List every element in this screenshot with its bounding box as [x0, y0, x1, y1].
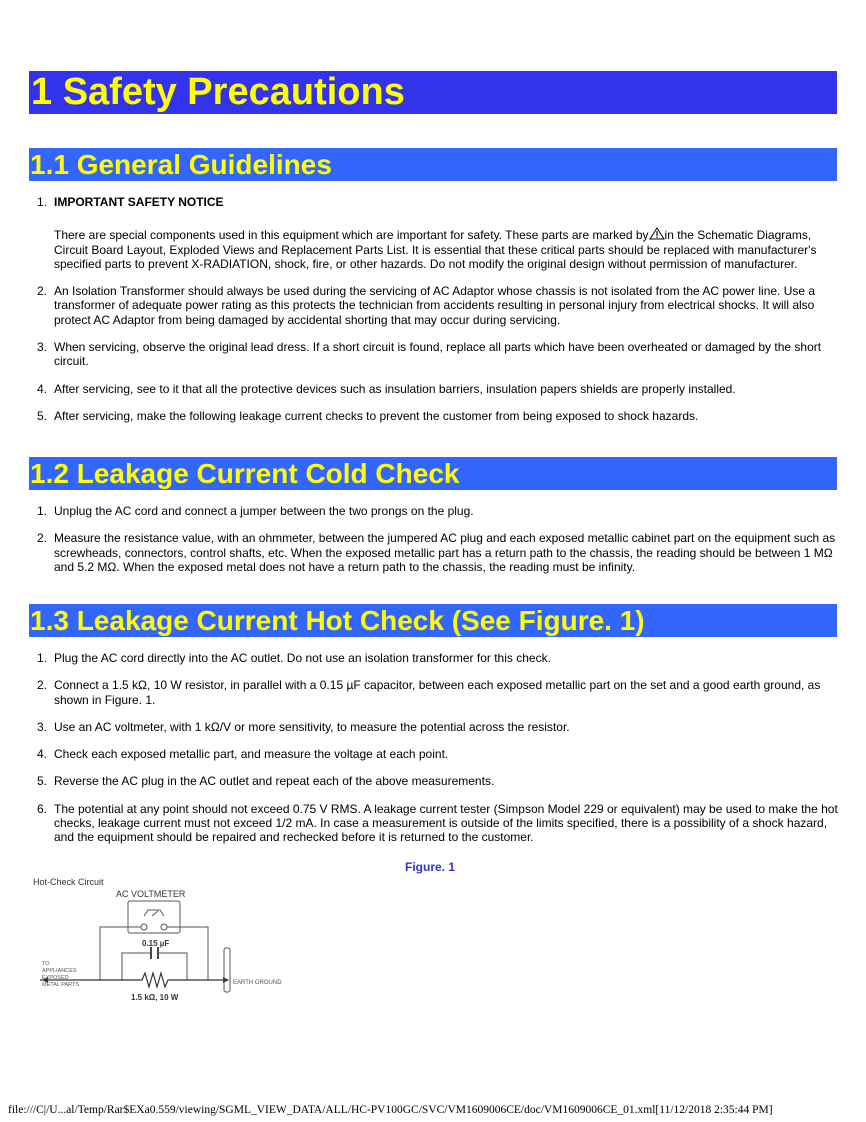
- section-heading-cold-check: 1.2 Leakage Current Cold Check: [29, 457, 837, 490]
- warning-triangle-icon: [649, 227, 665, 240]
- voltmeter-needle: [152, 911, 158, 916]
- list-item: 1. Unplug the AC cord and connect a jumper between the two prongs on the plug.: [37, 504, 474, 518]
- capacitor-label: 0.15 µF: [142, 939, 170, 948]
- appliance-label-line: TO: [42, 961, 50, 967]
- section-heading-general-guidelines: 1.1 General Guidelines: [29, 148, 837, 181]
- list-item: 5. Reverse the AC plug in the AC outlet and repeat each of the above measurements.: [37, 774, 495, 789]
- list-item: 1. IMPORTANT SAFETY NOTICE There are special components used in this equipment which are important for safety. These parts are marked by in the Schematic Diagrams, Circuit Board Layout, Exploded Views and Replacement Parts List. It is essential that these critical parts should be replaced with manufacturer's specified parts to prevent X-RADIATION, shock, fire, or other hazards. Do not modify the original design without permission of manufacturer.: [54, 195, 840, 271]
- resistor-label: 1.5 kΩ, 10 W: [131, 993, 179, 1002]
- hot-check-circuit-diagram: [30, 872, 300, 1012]
- capacitor-wire-left: [122, 953, 151, 960]
- list-item: 2. Measure the resistance value, with an ohmmeter, between the jumpered AC plug and each exposed metallic cabinet part on the equipment such as screwheads, connectors, control shafts, etc. When the exposed metallic part has a return path to the chassis, the reading should be between 1 MΩ and 5.2 MΩ. When the exposed metal does not have a return path to the chassis, the reading must be infinity.: [37, 531, 836, 574]
- voltmeter-terminal-left: [141, 924, 147, 930]
- voltmeter-box: [128, 901, 180, 933]
- safety-notice-text: There are special components used in this equipment which are important for safety. These parts are marked by in the Schematic Diagrams, Circuit Board Layout, Exploded Views and Replacement Parts List. It is essential that these critical parts should be replaced with manufacturer's specified parts to prevent X-RADIATION, shock, fire, or other hazards. Do not modify the original design without permission of manufacturer.: [54, 228, 817, 271]
- earth-ground-label: EARTH GROUND: [233, 980, 282, 986]
- figure-caption: Figure. 1: [405, 860, 456, 874]
- general-guidelines-list: [0, 195, 840, 436]
- list-item: 1. Plug the AC cord directly into the AC outlet. Do not use an isolation transformer for this check.: [37, 651, 551, 665]
- earth-ground-rod: [224, 948, 230, 992]
- appliance-label-line: EXPOSED: [42, 975, 69, 981]
- list-item: 2. Connect a 1.5 kΩ, 10 W resistor, in parallel with a 0.15 µF capacitor, between each exposed metallic part on the set and a good earth ground, as shown in Figure. 1.: [37, 678, 821, 707]
- list-item: 3. Use an AC voltmeter, with 1 kΩ/V or more sensitivity, to measure the potential across the resistor.: [37, 719, 570, 734]
- cold-check-list: [0, 504, 840, 587]
- hot-check-list: [0, 651, 840, 858]
- file-path-footer: file:///C|/U...al/Temp/Rar$EXa0.559/viewing/SGML_VIEW_DATA/ALL/HC-PV100GC/SVC/VM1609006CE/doc/VM1609006CE_01.xml[11/12/2018 2:35:44 PM]: [8, 1104, 773, 1116]
- voltmeter-dial: [144, 910, 164, 916]
- list-item: 2. An Isolation Transformer should always be used during the servicing of AC Adaptor whose chassis is not isolated from the AC power line. Use a transformer of adequate power rating as this protects the technician from accidents resulting in personal injury from electrical shocks. It will also protect AC Adaptor from being damaged by accidental shorting that may occur during servicing.: [37, 284, 816, 327]
- section-heading-hot-check: 1.3 Leakage Current Hot Check (See Figure. 1): [29, 604, 837, 637]
- list-item: 3. When servicing, observe the original lead dress. If a short circuit is found, replace all parts which have been overheated or damaged by the short circuit.: [37, 340, 822, 369]
- appliance-label-line: APPLIANCES: [42, 968, 77, 974]
- list-item: 6. The potential at any point should not exceed 0.75 V RMS. A leakage current tester (Simpson Model 229 or equivalent) may be used to make the hot checks, leakage current must not exceed 1/2 mA. In case a measurement is outside of the limits specified, there is a possibility of a shock hazard, and the equipment should be repaired and rechecked before it is returned to the customer.: [37, 801, 838, 845]
- important-safety-notice-title: IMPORTANT SAFETY NOTICE: [54, 195, 224, 209]
- list-item: 4. After servicing, see to it that all the protective devices such as insulation barriers, insulation papers shields are properly installed.: [37, 381, 736, 396]
- list-item: 5. After servicing, make the following leakage current checks to prevent the customer from being exposed to shock hazards.: [37, 408, 699, 423]
- voltmeter-label: AC VOLTMETER: [116, 889, 186, 899]
- list-item: 4. Check each exposed metallic part, and measure the voltage at each point.: [37, 747, 449, 762]
- appliance-label-line: METAL PARTS: [42, 982, 80, 988]
- voltmeter-terminal-right: [161, 924, 167, 930]
- capacitor-wire-right: [158, 953, 187, 960]
- page-title: 1 Safety Precautions: [29, 71, 837, 114]
- circuit-title: Hot-Check Circuit: [33, 877, 104, 887]
